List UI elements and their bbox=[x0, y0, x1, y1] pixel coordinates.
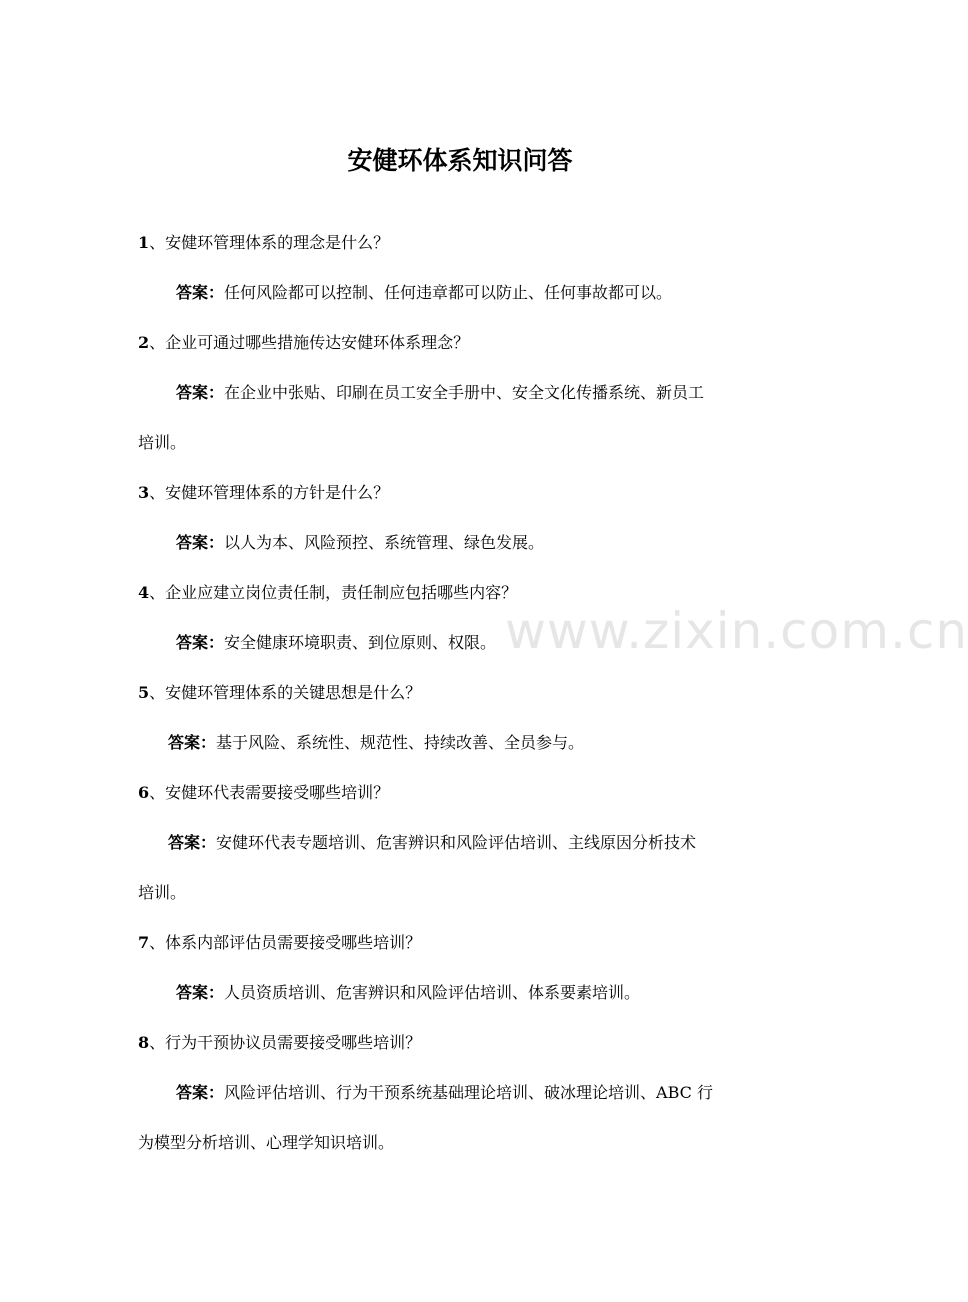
question-5 bbox=[138, 668, 788, 718]
answer-6 bbox=[138, 818, 788, 868]
question-text: 、安健环管理体系的理念是什么？ bbox=[149, 233, 390, 252]
page-title: 安健环体系知识问答 bbox=[347, 146, 573, 175]
answer-text: 安健环代表专题培训、危害辨识和风险评估培训、主线原因分析技术 bbox=[216, 833, 697, 852]
question-text: 、安健环代表需要接受哪些培训？ bbox=[149, 783, 390, 802]
answer-3 bbox=[138, 518, 788, 568]
answer-8 bbox=[138, 1068, 788, 1118]
answer-5 bbox=[138, 718, 788, 768]
question-number: 5 bbox=[138, 683, 150, 702]
question-8 bbox=[138, 1018, 788, 1068]
answer-label: 答案： bbox=[168, 833, 217, 852]
answer-label: 答案： bbox=[176, 1083, 225, 1102]
question-text: 、企业应建立岗位责任制，责任制应包括哪些内容？ bbox=[149, 583, 518, 602]
question-number: 3 bbox=[138, 483, 150, 502]
question-7 bbox=[138, 918, 788, 968]
answer-label: 答案： bbox=[176, 533, 225, 552]
question-1 bbox=[138, 218, 788, 268]
answer-text: 为模型分析培训、心理学知识培训。 bbox=[138, 1133, 395, 1152]
answer-text: 培训。 bbox=[138, 433, 187, 452]
answer-1 bbox=[138, 268, 788, 318]
answer-label: 答案： bbox=[176, 983, 225, 1002]
answer-7 bbox=[138, 968, 788, 1018]
answer-text: 任何风险都可以控制、任何违章都可以防止、任何事故都可以。 bbox=[224, 283, 673, 302]
question-4 bbox=[138, 568, 788, 618]
answer-4 bbox=[138, 618, 788, 668]
answer-text: 以人为本、风险预控、系统管理、绿色发展。 bbox=[224, 533, 545, 552]
question-3 bbox=[138, 468, 788, 518]
answer-label: 答案： bbox=[176, 633, 225, 652]
answer-label: 答案： bbox=[168, 733, 217, 752]
question-2 bbox=[138, 318, 788, 368]
answer-label: 答案： bbox=[176, 283, 225, 302]
question-text: 、安健环管理体系的方针是什么？ bbox=[149, 483, 390, 502]
answer-6-continuation bbox=[138, 868, 788, 918]
answer-text: 培训。 bbox=[138, 883, 187, 902]
question-number: 8 bbox=[138, 1033, 150, 1052]
question-text: 、企业可通过哪些措施传达安健环体系理念？ bbox=[149, 333, 470, 352]
answer-text: 在企业中张贴、印刷在员工安全手册中、安全文化传播系统、新员工 bbox=[224, 383, 705, 402]
answer-2 bbox=[138, 368, 788, 418]
watermark: www.zixin.com.cn bbox=[505, 602, 968, 660]
question-6 bbox=[138, 768, 788, 818]
question-text: 、安健环管理体系的关键思想是什么？ bbox=[149, 683, 422, 702]
answer-8-continuation bbox=[138, 1118, 788, 1168]
question-text: 、体系内部评估员需要接受哪些培训？ bbox=[149, 933, 422, 952]
qa-list bbox=[138, 218, 788, 1168]
answer-2-continuation bbox=[138, 418, 788, 468]
question-number: 2 bbox=[138, 333, 150, 352]
question-number: 4 bbox=[138, 583, 150, 602]
question-text: 、行为干预协议员需要接受哪些培训？ bbox=[149, 1033, 422, 1052]
answer-text: 安全健康环境职责、到位原则、权限。 bbox=[224, 633, 497, 652]
answer-text: 人员资质培训、危害辨识和风险评估培训、体系要素培训。 bbox=[224, 983, 641, 1002]
answer-text: 风险评估培训、行为干预系统基础理论培训、破冰理论培训、ABC 行 bbox=[224, 1083, 713, 1102]
question-number: 7 bbox=[138, 933, 150, 952]
question-number: 1 bbox=[138, 233, 150, 252]
answer-text: 基于风险、系统性、规范性、持续改善、全员参与。 bbox=[216, 733, 585, 752]
answer-label: 答案： bbox=[176, 383, 225, 402]
question-number: 6 bbox=[138, 783, 150, 802]
